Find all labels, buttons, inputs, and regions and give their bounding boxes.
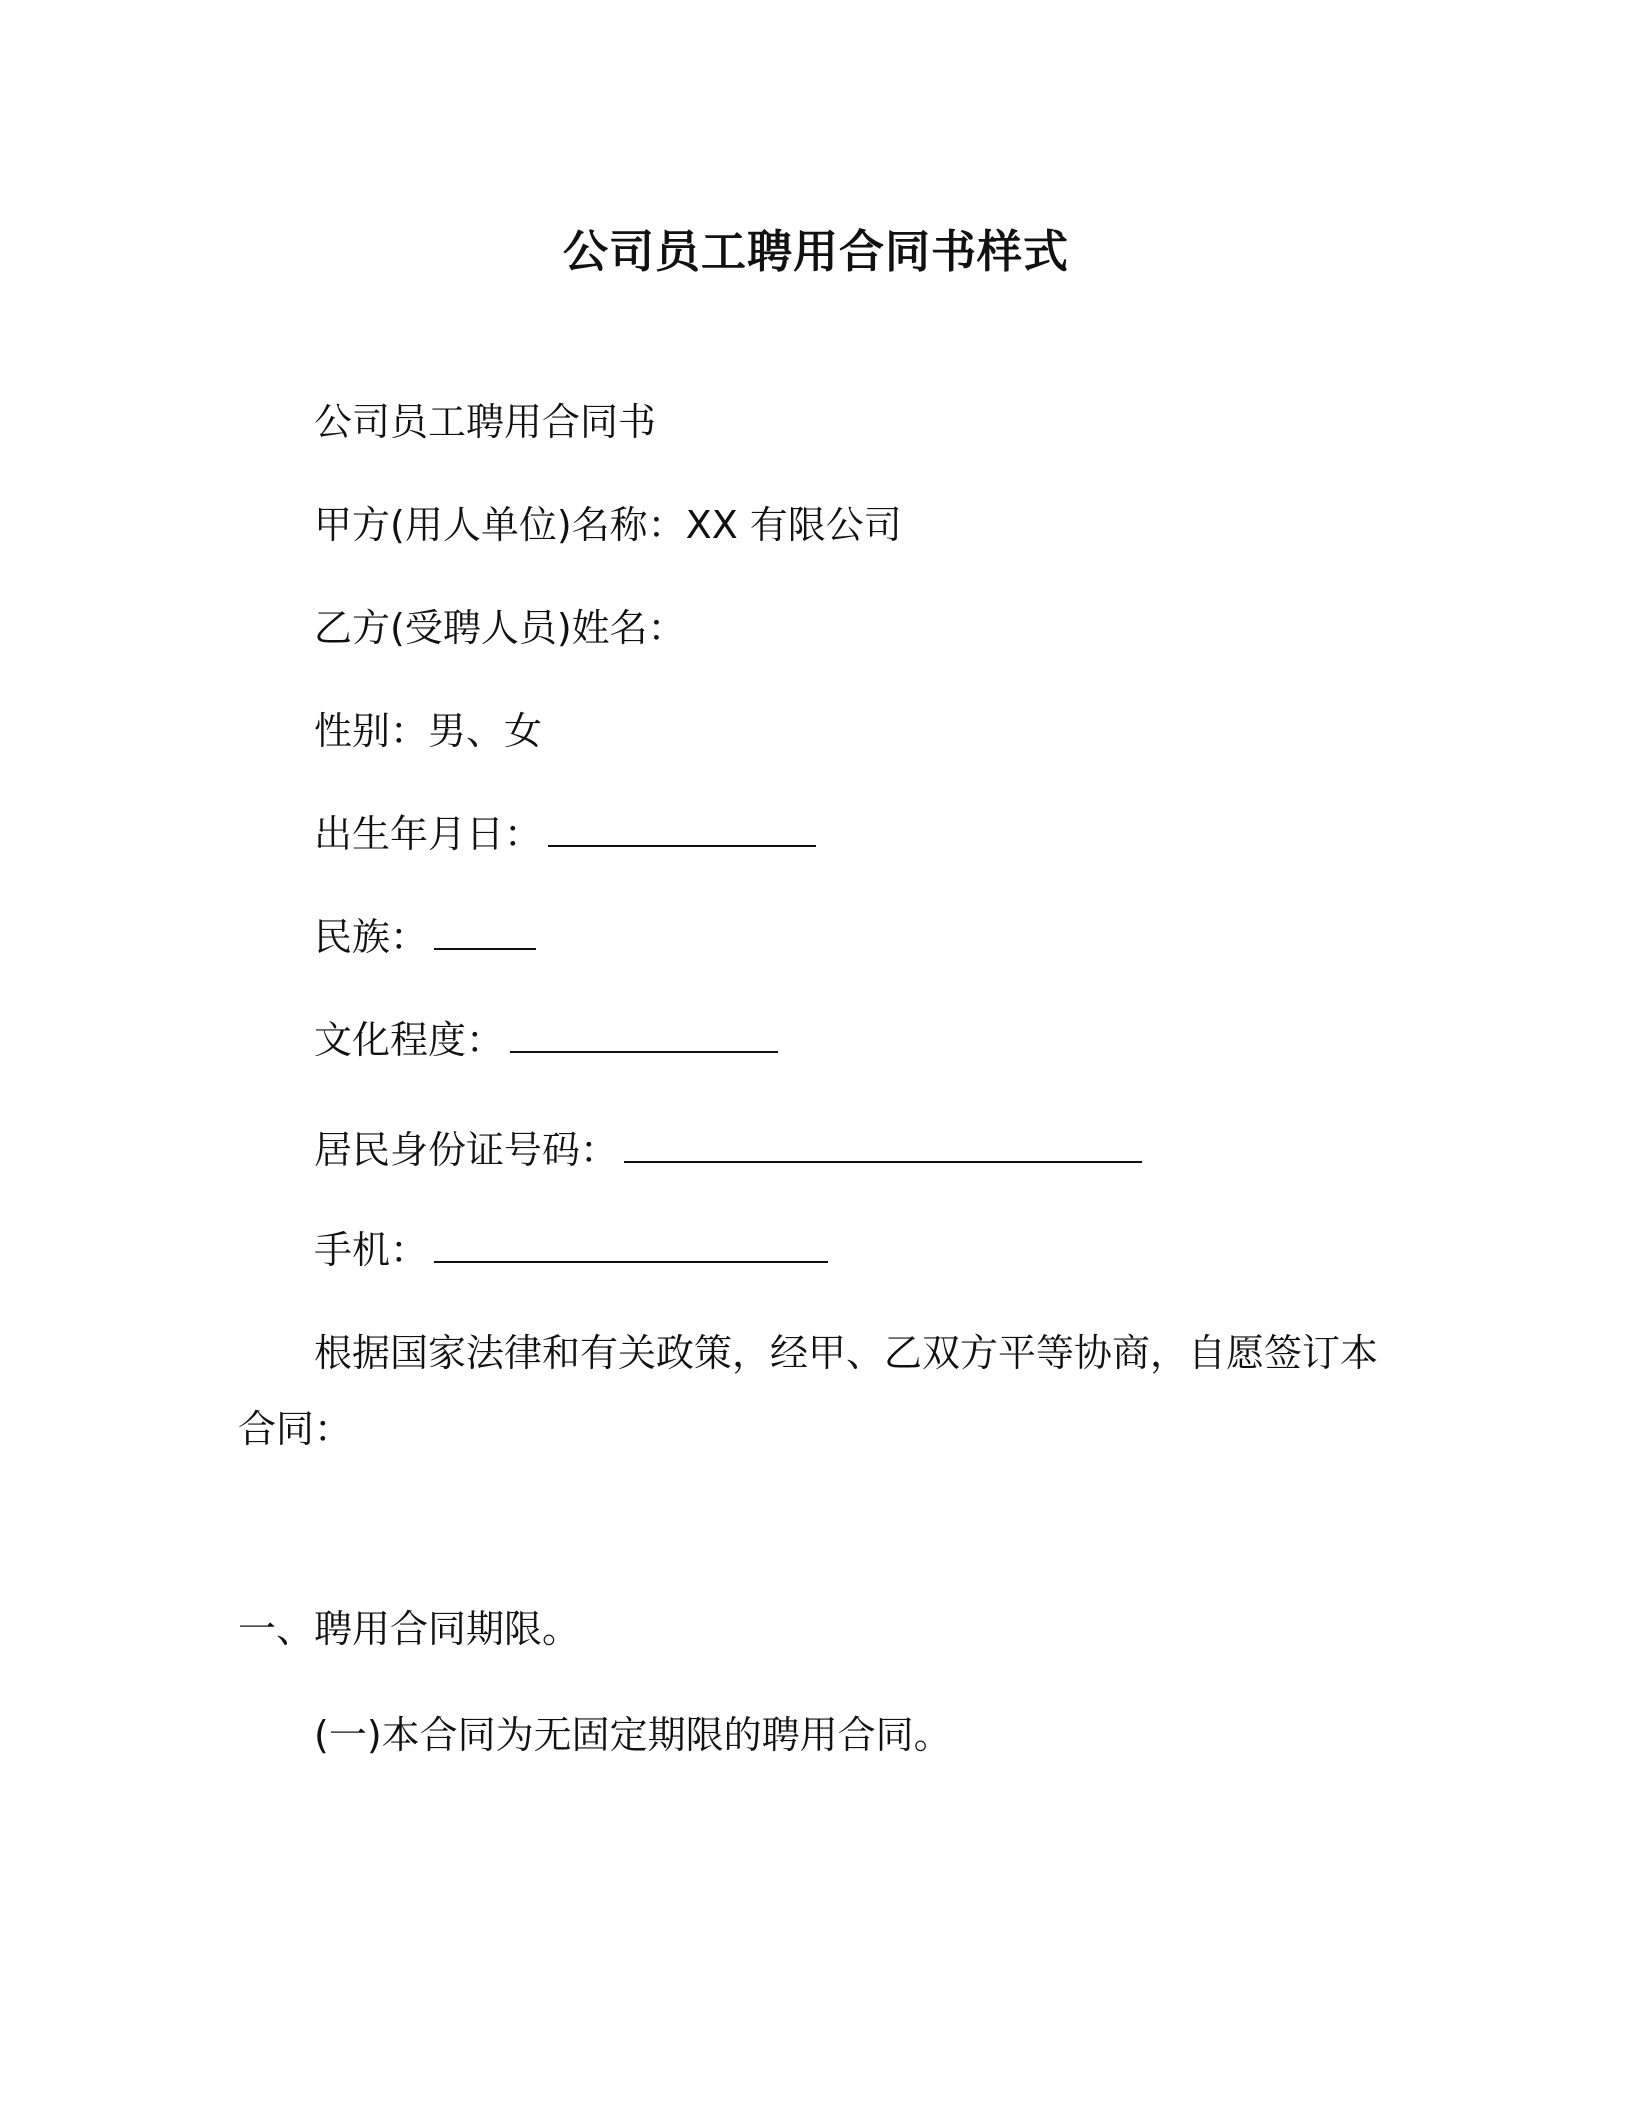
document-title: 公司员工聘用合同书样式 (562, 225, 1069, 278)
party-a-value: XX 有限公司 (685, 503, 902, 547)
section-1-item-1: (一)本合同为无固定期限的聘用合同。 (314, 1713, 952, 1757)
id-number-field (314, 1125, 1142, 1175)
gender-value: 男、女 (428, 709, 543, 753)
preamble-line-1: 根据国家法律和有关政策，经甲、乙双方平等协商，自愿签订本 (314, 1331, 1379, 1375)
mobile-field (314, 1225, 828, 1275)
mobile-label: 手机： (314, 1228, 429, 1272)
mobile-blank (434, 1227, 828, 1263)
ethnicity-label: 民族： (314, 915, 429, 959)
id-number-label: 居民身份证号码： (314, 1128, 619, 1172)
birth-date-field (314, 809, 816, 859)
gender-field (314, 706, 542, 756)
party-a-label: 甲方(用人单位)名称： (314, 503, 686, 547)
preamble-line-2: 合同： (238, 1407, 353, 1451)
birth-date-blank (548, 811, 816, 847)
party-b-label: 乙方(受聘人员)姓名： (314, 606, 686, 650)
section-1-title: 一、聘用合同期限。 (238, 1607, 581, 1651)
birth-date-label: 出生年月日： (314, 812, 543, 856)
education-label: 文化程度： (314, 1018, 505, 1062)
gender-label: 性别： (314, 709, 429, 753)
id-number-blank (624, 1127, 1142, 1163)
education-blank (510, 1017, 778, 1053)
party-a-field (314, 500, 902, 550)
education-field (314, 1015, 778, 1065)
ethnicity-blank (434, 914, 536, 950)
ethnicity-field (314, 912, 536, 962)
contract-heading: 公司员工聘用合同书 (314, 400, 657, 444)
party-b-field (314, 603, 686, 653)
